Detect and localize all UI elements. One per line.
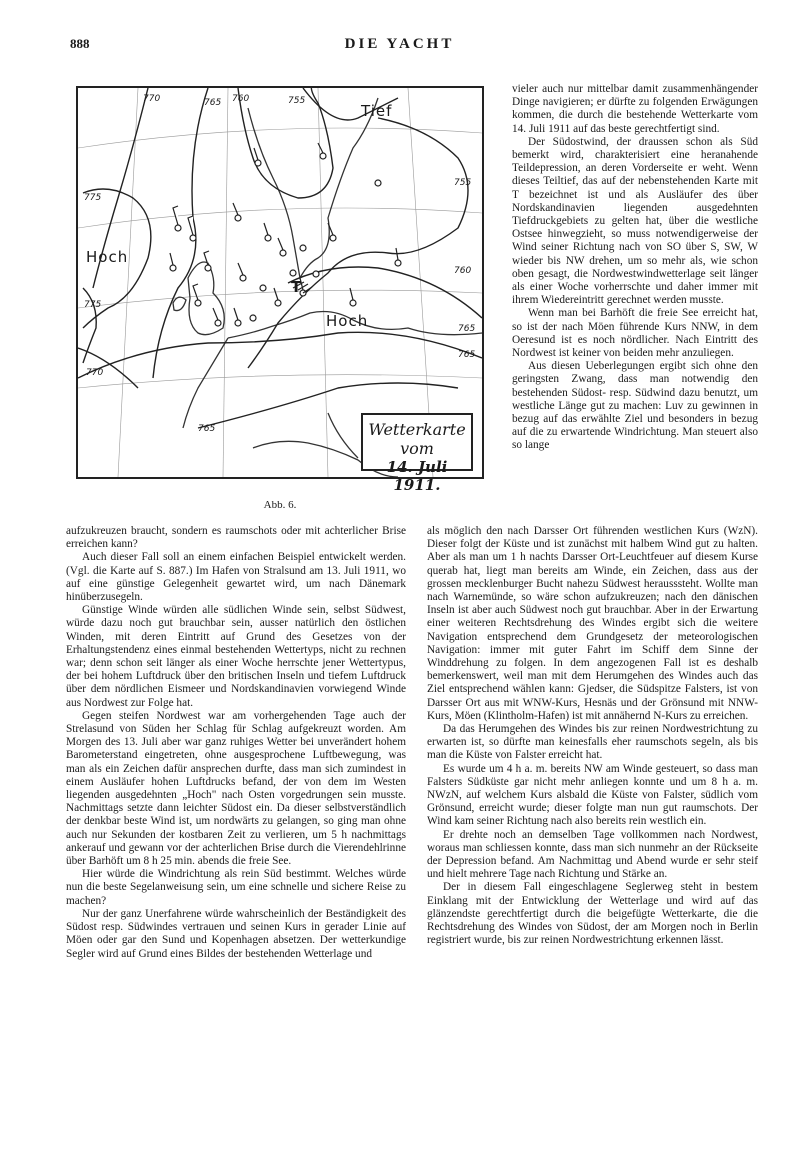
map-title-line2: 14. Juli 1911. (386, 458, 448, 494)
paragraph: Wenn man bei Barhöft die freie See erreicht hat, so ist der nach Möen führende Kurs NNW, in dem Oeresund ist es noch nördlicher. Nach Eintritt des Nordwest ist keiner von beiden mehr anzuliegen. (512, 307, 758, 360)
map-title-box (361, 413, 473, 494)
isobar-label: 765 (458, 350, 476, 360)
paragraph: Da das Herumgehen des Windes bis zur reinen Nordwestrichtung zu erwarten ist, so dürfte man keinesfalls eher raumschots segeln, als bis man die Küste von Falster erreicht hat. (427, 723, 758, 762)
label-high-west: Hoch (86, 248, 129, 266)
paragraph: aufzukreuzen braucht, sondern es raumschots oder mit achterlicher Brise erreichen kann? (66, 525, 406, 551)
weather-map (76, 86, 484, 494)
isobar-label: 775 (84, 193, 102, 203)
paragraph: Er drehte noch an demselben Tage vollkommen nach Nordwest, woraus man schliessen konnte, dass man sich nunmehr an der Rückseite der Depression befand. Am Nachmittag und Abend wurde er sehr steif und hielt mehrere Tage nach Richtung und Stärke an. (427, 828, 758, 881)
isobar-label: 760 (454, 266, 472, 276)
isobar-label: 775 (84, 300, 102, 310)
label-high-south: Hoch (326, 312, 369, 330)
isobar-label: 765 (458, 324, 476, 334)
figure-caption: Abb. 6. (263, 499, 297, 511)
column-right-bottom (427, 525, 758, 948)
paragraph: als möglich den nach Darsser Ort führenden westlichen Kurs (WzN). Dieser folgt der Küste und ist zunächst mit halbem Wind gut zu halten. Aber als man um 1 h nachts Darsser Ort-Leuchtfeuer auf diesem Kurse querab hat, liegt man bereits am Winde, ein Zeichen, dass aus der grossen mecklenburger Bucht nahezu Südwest herausssteht. Wollte man nach Warnemünde, so wäre schon aufzukreuzen; nach den dänischen Inseln ist aber auch Südwest noch gut brauchbar. Aber in der Erwartung einer weiteren Rechtsdrehung des Windes ergibt sich die weitere Navigation entsprechend dem Grundgesetz der meteorologischen Navigation: immer mit guter Fahrt im Schiff dem Sinne der Winddrehung zu folgen. In dem angezogenen Fall ist es deshalb bemerkenswert, weil man mit dem Herumgehen des Windes auch das Ziel entsprechend wählen kann: Gjedser, die Südspitze Falsters, ist von Darsser Ort aus mit WNW-Kurs, Hesnäs und der Grönsund mit NNW-Kurs, Möen (Klintholm-Hafen) ist mit annähernd N-Kurs zu erreichen. (427, 525, 758, 722)
map-title-line1: Wetterkarte vom (368, 420, 466, 458)
paragraph: Hier würde die Windrichtung als rein Süd bestimmt. Welches würde nun die beste Segelanweisung sein, um eine schnelle und sichere Reise zu machen? (66, 868, 406, 907)
paragraph: Der Südostwind, der draussen schon als Süd bemerkt wird, charakterisiert eine heranahende Teildepression, an deren Vorderseite er weht. Wenn dieses Teiltief, das auf der nebenstehenden Karte mit T bezeichnet ist und als Ausläufer des über Nordskandinavien liegenden ausgedehnten Tiefdruckgebiets zu gelten hat, über die westliche Ostsee hinwegzieht, so muss notwendigerweise der Wind seiner Richtung nach von SO über S, SW, W wieder bis NW drehen, um so mehr als, wie schon oben gesagt, die Nordwestwindwetterlage seit länger als einer Woche vorherrschte und daher immer mit ihrem Wiedereintritt gerechnet werden musste. (512, 135, 758, 307)
isobar-label: 765 (198, 424, 216, 434)
paragraph: Es wurde um 4 h a. m. bereits NW am Winde gesteuert, so dass man Falsters Südküste gar nicht mehr anliegen konnte und um 8 h a. m. NWzN, auf welchem Kurs alsbald die Küste von Falster, südlich vom Grönsund, erreicht wurde; dieser folgte man nun gut raumschots. Der Wind kam seiner Richtung nach also bereits rein westlich ein. (427, 762, 758, 828)
isobar-label: 760 (232, 94, 250, 104)
running-title: DIE YACHT (344, 36, 455, 52)
column-left (66, 525, 406, 961)
paragraph: Günstige Winde würden alle südlichen Winde sein, selbst Südwest, würde dazu noch gut brauchbar sein, ausser natürlich den östlichen Winden, mit deren Eintritt auf Grund des Gesetzes von der Erhaltungstendenz eines einmal bestehenden Wettertyps, nicht zu rechnen war; denn schon seit länger als einer Woche herrschte jener Wettertypus, der bei hohem Luftdruck über den britischen Inseln und tiefem Luftdruck über dem nördlichen Eismeer und Nordskandinavien vorwiegend Winde aus Nordwest zur Folge hat. (66, 604, 406, 709)
isobar-label: 765 (204, 98, 222, 108)
isobar-label: 755 (288, 96, 306, 106)
label-low: Tief (361, 102, 393, 120)
paragraph: vieler auch nur mittelbar damit zusammenhängender Dinge navigieren; er dürfte zu folgenden Erwägungen kommen, die durch die bestehende Wetterkarte vom 14. Juli 1911 auf das beste gerechtfertigt sind. (512, 83, 758, 135)
label-t: T (291, 278, 303, 296)
isobar-label: 770 (86, 368, 104, 378)
paragraph: Aus diesen Ueberlegungen ergibt sich ohne den geringsten Zwang, dass man notwendig den bestehenden Südost- resp. Südwind dazu benutzt, um westliche Länge gut zu machen: Luv zu gewinnen in bezug auf das erwählte Ziel und besonders in bezug auf die zu erwartende Windrichtung. Man steuert also so lange (512, 360, 758, 452)
isobar-label: 770 (143, 94, 161, 104)
isobar-label: 755 (454, 178, 472, 188)
paragraph: Nur der ganz Unerfahrene würde wahrscheinlich der Beständigkeit des Südost resp. Südwindes vertrauen und seinen Kurs in gerader Linie auf Möen oder gar den Sund und Kopenhagen absetzen. Der wetterkundige Segler wird auf Grund eines Bildes der bestehenden Wetterlage und (66, 907, 406, 960)
paragraph: Auch dieser Fall soll an einem einfachen Beispiel entwickelt werden. (Vgl. die Karte auf S. 887.) Im Hafen von Stralsund am 13. Juli 1911, wo auf eine günstige Gelegenheit gewartet wird, um nach Dänemark hinüberzusegeln. (66, 551, 406, 604)
paragraph: Gegen steifen Nordwest war am vorhergehenden Tage auch der Strelasund von Süden her Schlag für Schlag aufgekreuzt worden. Am Morgen des 13. Juli aber war ganz ruhiges Wetter bei unverändert hohem Barometerstand eingetreten, ohne ausgesprochene Luftbewegung, was man als ein Zeichen dafür ansprechen durfte, dass man sich zumindest in einem Ausläufer hohen Luftdrucks befand, der von dem im Westen liegenden ausgedehnten „Hoch" nach Osten vorgedrungen sein musste. Nachmittags setzte dann leichter Südost ein. Da dieser selbstverständlich der denkbar beste Wind ist, um nordwärts zu gelangen, so ging man ohne auch nur Sekunden der kostbaren Zeit zu verlieren, um 5 h nachmittags ankerauf und gewann vor der achterlichen Brise durch die Vierendehlrinne über Barhöft um 8 h 25 min. abends die freie See. (66, 709, 406, 868)
column-right-top (512, 83, 758, 453)
page-number: 888 (70, 36, 90, 51)
paragraph: Der in diesem Fall eingeschlagene Seglerweg steht in bestem Einklang mit der Entwicklung der Wetterlage und wird auf das glänzendste gerechtfertigt durch die beigefügte Wetterkarte, die die Rechtsdrehung des Windes von Südost, der am Morgen noch in Berlin registriert wurde, bis zur reinen Nordwestrichtung erkennen lässt. (427, 881, 758, 947)
